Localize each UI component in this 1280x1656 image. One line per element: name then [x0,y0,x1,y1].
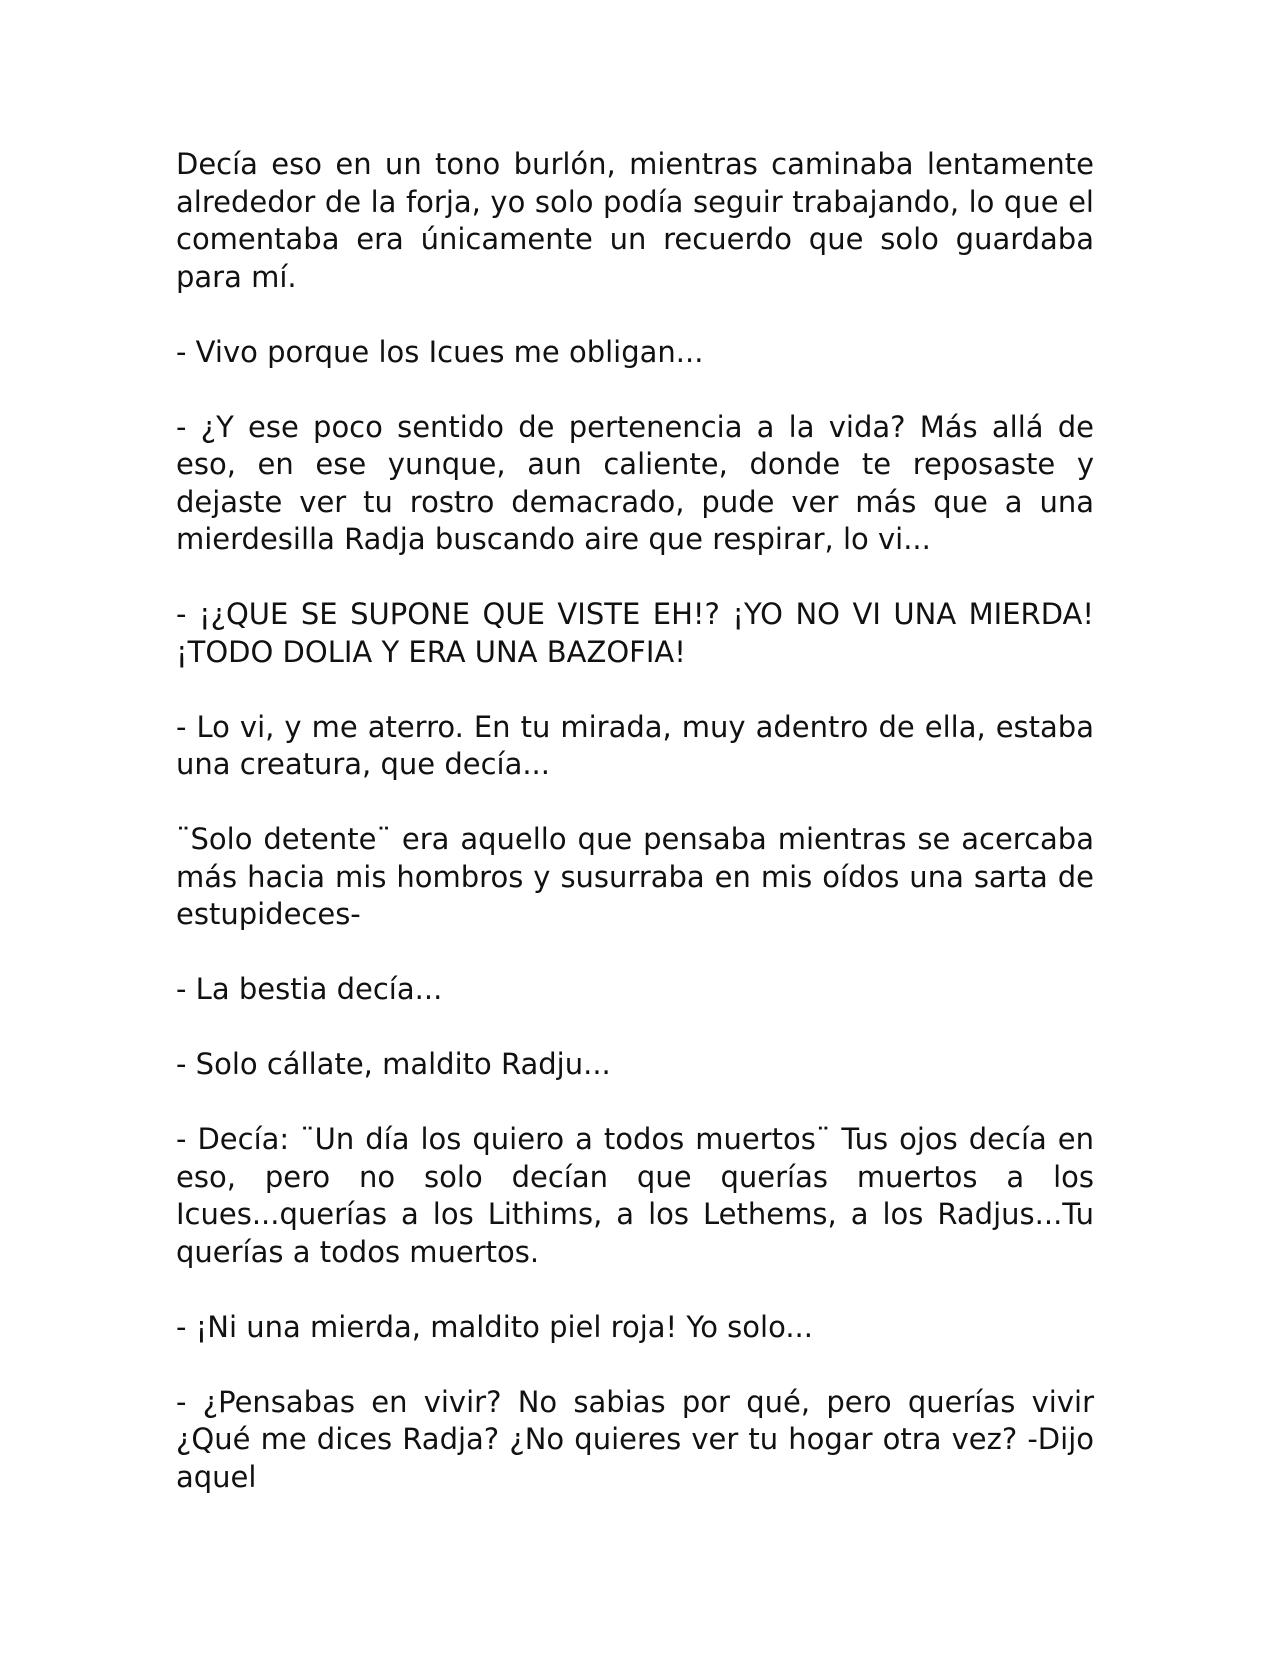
paragraph-6: ¨Solo detente¨ era aquello que pensaba mientras se acercaba más hacia mis hombros y susurraba en mis oídos una sarta de estupideces- [176,822,1094,931]
paragraph-8: - Solo cállate, maldito Radju... [176,1047,611,1081]
paragraph-9: - Decía: ¨Un día los quiero a todos muertos¨ Tus ojos decía en eso, pero no solo decían que querías muertos a los Icues...querías a los Lithims, a los Lethems, a los Radjus...Tu querías a todos muertos. [176,1122,1094,1269]
paragraph-5: - Lo vi, y me aterro. En tu mirada, muy adentro de ella, estaba una creatura, que decía... [176,709,1094,781]
paragraph-4: - ¡¿QUE SE SUPONE QUE VISTE EH!? ¡YO NO VI UNA MIERDA! ¡TODO DOLIA Y ERA UNA BAZOFIA! [176,597,1094,669]
document-body [176,146,1094,1496]
paragraph-1: Decía eso en un tono burlón, mientras caminaba lentamente alrededor de la forja, yo solo podía seguir trabajando, lo que el comentaba era únicamente un recuerdo que solo guardaba para mí. [176,147,1094,294]
paragraph-10: - ¡Ni una mierda, maldito piel roja! Yo solo... [176,1309,813,1344]
paragraph-2: - Vivo porque los Icues me obligan... [176,334,704,369]
paragraph-7: - La bestia decía... [176,972,443,1006]
paragraph-11: - ¿Pensabas en vivir? No sabias por qué, pero querías vivir ¿Qué me dices Radja? ¿No quieres ver tu hogar otra vez? -Dijo aquel [176,1384,1094,1494]
paragraph-3: - ¿Y ese poco sentido de pertenencia a la vida? Más allá de eso, en ese yunque, aun caliente, donde te reposaste y dejaste ver tu rostro demacrado, pude ver más que a una mierdesilla Radja buscando aire que respirar, lo vi... [176,409,1094,556]
